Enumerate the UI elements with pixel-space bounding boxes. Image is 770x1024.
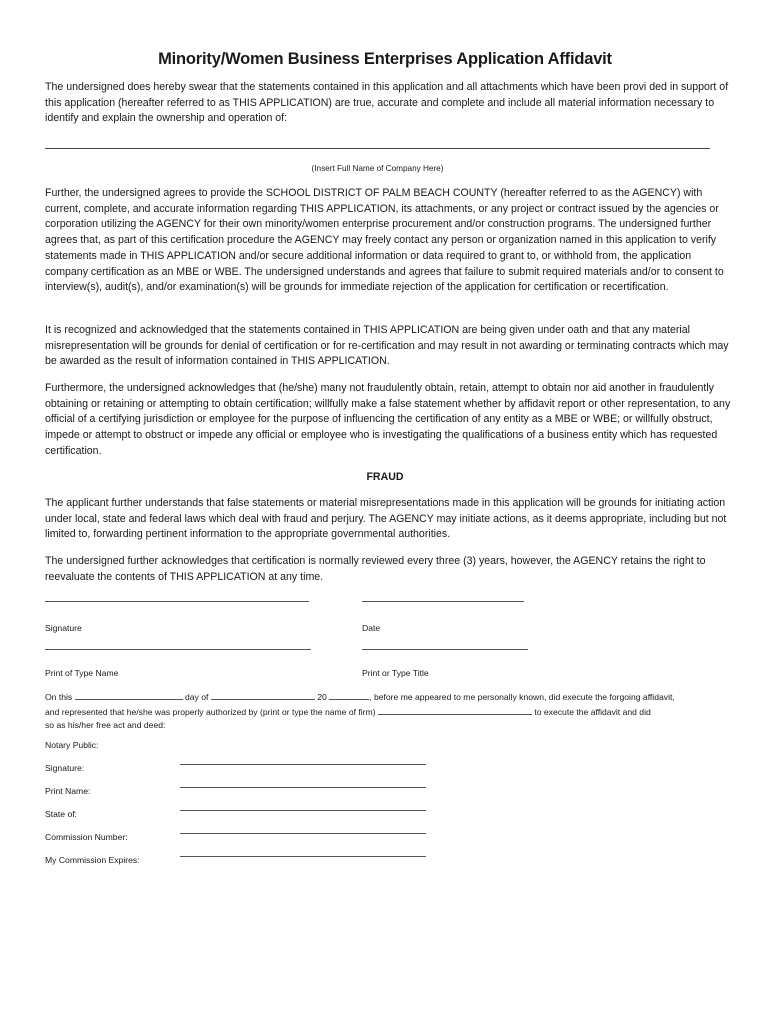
- notary-commission-number-label: Commission Number:: [45, 832, 128, 842]
- print-name-label: Print of Type Name: [45, 668, 119, 678]
- firm-name-field[interactable]: [378, 705, 532, 715]
- print-name-field[interactable]: [45, 648, 311, 650]
- twenty-text: 20: [317, 692, 327, 702]
- notary-state-label: State of:: [45, 809, 78, 819]
- notary-commission-expires-field[interactable]: [180, 855, 426, 857]
- print-title-field[interactable]: [362, 648, 528, 650]
- day-of-text: day of: [185, 692, 209, 702]
- date-field[interactable]: [362, 600, 524, 602]
- on-this-text: On this: [45, 692, 73, 702]
- represented-text: and represented that he/she was properly authorized by (print or type the name of firm): [45, 706, 376, 717]
- company-name-field[interactable]: [45, 140, 710, 149]
- free-act-text: so as his/her free act and deed:: [45, 720, 166, 731]
- fraud-paragraph: The applicant further understands that false statements or material misrepresentations made in this application will be grounds for initiating action under local, state and federal laws which deal with fraud and perjury. The AGENCY may initiate actions, as it deems appropriate, including but not limited to, forwarding pertinent information to the appropriate governmental authorities.: [45, 497, 727, 541]
- acknowledgement-paragraph: Furthermore, the undersigned acknowledges that (he/she) many not fraudulently obtain, retain, attempt to obtain nor aid another in fraudulently obtaining or retaining or attempting to obtain certification; willfully make a false statement whether by affidavit report or other representation, to any official of a certifying jurisdiction or employee for the purpose of influencing the certification of any entity as a MBE or WBE; or willfully obstruct, impede or attempt to obstruct or impede any official or employee who is investigating the qualifications of a business entity which has requested certification.: [45, 382, 731, 457]
- notary-state-field[interactable]: [180, 809, 426, 811]
- notary-signature-field[interactable]: [180, 763, 426, 765]
- notary-statement: [45, 690, 735, 733]
- company-name-caption: (Insert Full Name of Company Here): [311, 164, 444, 173]
- to-execute-text: to execute the affidavit and did: [534, 706, 651, 717]
- notary-commission-number-field[interactable]: [180, 832, 426, 834]
- notary-print-name-field[interactable]: [180, 786, 426, 788]
- intro-paragraph: The undersigned does hereby swear that the statements contained in this application and all attachments which have been provi ded in support of this application (hereafter referred to as THIS APPLICATION) are true, accurate and complete and include all material information necessary to identify and explain the ownership and operation of:: [45, 81, 729, 125]
- review-paragraph: The undersigned further acknowledges that certification is normally reviewed every three (3) years, however, the AGENCY retains the right to reevaluate the contents of THIS APPLICATION at any time.: [45, 555, 706, 583]
- notary-signature-label: Signature:: [45, 763, 85, 773]
- signature-field[interactable]: [45, 600, 309, 602]
- document-title: Minority/Women Business Enterprises Application Affidavit: [158, 50, 612, 68]
- day-field[interactable]: [75, 690, 183, 700]
- agreement-paragraph: Further, the undersigned agrees to provide the SCHOOL DISTRICT OF PALM BEACH COUNTY (hereafter referred to as the AGENCY) with current, complete, and accurate information regarding THIS APPLICATION, its attachments, or any project or contract issued by the agencies or corporation utilizing the AGENCY for their own minority/women enterprise procurement and/or construction programs. The undersigned further agrees that, as part of this certification procedure the AGENCY may freely contact any person or organization named in this application to verify statements made in THIS APPLICATION and/or secure additional information or data required to grant to, or withhold from, the application company certification as an MBE or WBE. The undersigned understands and agrees that failure to submit required materials and/or to consent to interview(s), audit(s), and/or examination(s) will be grounds for immediate rejection of the application for certification or recertification.: [45, 187, 724, 294]
- oath-paragraph: It is recognized and acknowledged that the statements contained in THIS APPLICATION are being given under oath and that any material misrepresentation will be grounds for denial of certification or for re-certification and may result in not awarding or terminating contracts which may be awarded as the result of information contained in THIS APPLICATION.: [45, 324, 729, 368]
- signature-label: Signature: [45, 623, 82, 633]
- year-field[interactable]: [329, 690, 369, 700]
- date-label: Date: [362, 623, 381, 633]
- fraud-heading: FRAUD: [366, 471, 404, 483]
- month-field[interactable]: [211, 690, 315, 700]
- before-me-text: , before me appeared to me personally known, did execute the forgoing affidavit,: [369, 692, 675, 702]
- notary-public-label: Notary Public:: [45, 740, 99, 750]
- notary-print-name-label: Print Name:: [45, 786, 91, 796]
- notary-commission-expires-label: My Commission Expires:: [45, 855, 140, 865]
- print-title-label: Print or Type Title: [362, 668, 429, 678]
